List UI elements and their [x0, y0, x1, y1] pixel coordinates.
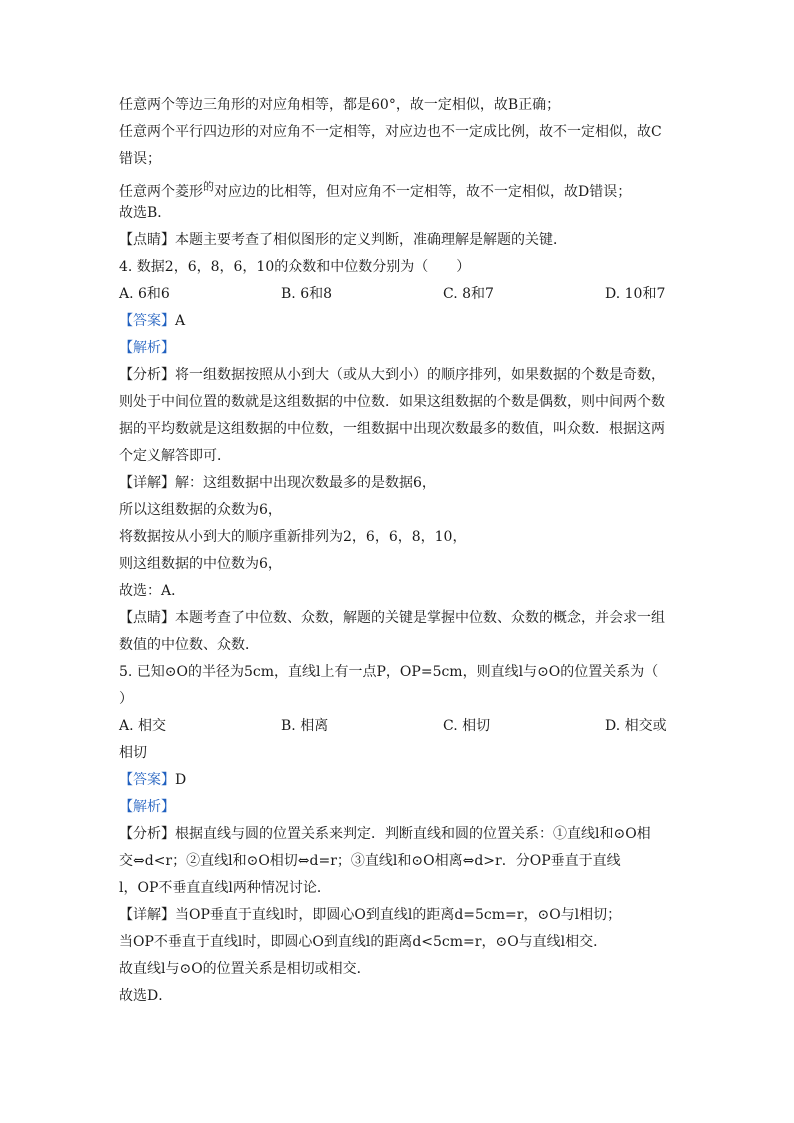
detail-line: 将数据按从小到大的顺序重新排列为2，6，6，8，10， [119, 529, 467, 545]
comment-tag: 【点睛】 [119, 232, 175, 248]
detail-text: 解：这组数据中出现次数最多的是数据6， [175, 475, 436, 491]
choice-line: 故选B． [119, 205, 172, 221]
comment-text: 本题主要考查了相似图形的定义判断，准确理解是解题的关键． [175, 232, 567, 248]
analysis-line: 则处于中间位置的数就是这组数据的中位数．如果这组数据的个数是偶数，则中间两个数 [119, 394, 665, 410]
detail-tag: 【详解】 [119, 475, 175, 491]
detail-tag: 【详解】 [119, 907, 175, 923]
answer-tag: 【答案】 [119, 313, 175, 329]
comment-text: 本题考查了中位数、众数，解题的关键是掌握中位数、众数的概念，并会求一组 [175, 610, 665, 626]
answer-line [119, 767, 679, 794]
analysis-sub-tag: 【分析】 [119, 826, 175, 842]
analysis-line: 据的平均数就是这组数据的中位数，一组数据中出现次数最多的数值，叫众数．根据这两 [119, 421, 665, 437]
analysis-tag: 【解析】 [119, 340, 175, 356]
detail-line: 故选：A． [119, 583, 186, 599]
text-line: 错误； [119, 151, 161, 167]
option-c: C. 相切 [443, 718, 491, 734]
options-row [119, 281, 679, 308]
analysis-line [119, 821, 679, 848]
comment-line: 数值的中位数、众数． [119, 637, 259, 653]
option-b: B. 6和8 [281, 286, 333, 302]
answer-tag: 【答案】 [119, 772, 175, 788]
detail-line: 则这组数据的中位数为6， [119, 556, 282, 572]
answer-line [119, 308, 679, 335]
option-d: D. 相交或 [605, 718, 667, 734]
option-b: B. 相离 [281, 718, 329, 734]
analysis-line: l，OP不垂直直线l两种情况讨论． [119, 880, 331, 896]
detail-line: 故直线l与⊙O的位置关系是相切或相交． [119, 961, 371, 977]
analysis-text: 根据直线与圆的位置关系来判定．判断直线和圆的位置关系：①直线l和⊙O相 [175, 826, 651, 842]
comment-line [119, 227, 679, 254]
detail-line [119, 902, 679, 929]
answer-value: A [175, 313, 186, 329]
question-stem-wrap: ） [119, 691, 133, 707]
options-row [119, 713, 679, 740]
comment-tag: 【点睛】 [119, 610, 175, 626]
document-page [119, 92, 679, 1010]
comment-line [119, 605, 679, 632]
option-a: A. 6和6 [119, 286, 170, 302]
analysis-line [119, 362, 679, 389]
detail-line [119, 470, 679, 497]
option-wrap: 相切 [119, 745, 147, 761]
analysis-sub-tag: 【分析】 [119, 367, 175, 383]
analysis-text: 将一组数据按照从小到大（或从大到小）的顺序排列，如果数据的个数是奇数， [175, 367, 665, 383]
text-line: 任意两个平行四边形的对应角不一定相等，对应边也不一定成比例，故不一定相似，故C [119, 124, 662, 140]
detail-line: 故选D． [119, 988, 173, 1004]
text-line [119, 173, 679, 200]
detail-line: 当OP不垂直于直线l时，即圆心O到直线l的距离d<5cm=r，⊙O与直线l相交． [119, 934, 608, 950]
detail-line: 所以这组数据的众数为6， [119, 502, 282, 518]
question-stem: 4. 数据2，6，8，6，10的众数和中位数分别为（ ） [119, 259, 471, 275]
superscript-char: 的 [203, 180, 214, 193]
question-stem: 5. 已知⊙O的半径为5cm，直线l上有一点P，OP=5cm，则直线l与⊙O的位置关系为（ [119, 664, 659, 680]
analysis-line: 个定义解答即可． [119, 448, 231, 464]
text-span: 对应边的比相等，但对应角不一定相等，故不一定相似，故D错误； [214, 184, 632, 200]
detail-text: 当OP垂直于直线l时，即圆心O到直线l的距离d=5cm=r，⊙O与l相切； [175, 907, 622, 923]
option-c: C. 8和7 [443, 286, 494, 302]
answer-value: D [175, 772, 187, 788]
option-a: A. 相交 [119, 718, 167, 734]
option-d: D. 10和7 [605, 286, 666, 302]
analysis-line: 交⇔d<r；②直线l和⊙O相切⇔d=r；③直线l和⊙O相离⇔d>r．分OP垂直于直线 [119, 853, 621, 869]
analysis-tag: 【解析】 [119, 799, 175, 815]
text-span: 任意两个菱形 [119, 184, 203, 200]
text-line: 任意两个等边三角形的对应角相等，都是60°，故一定相似，故B正确； [119, 97, 561, 113]
